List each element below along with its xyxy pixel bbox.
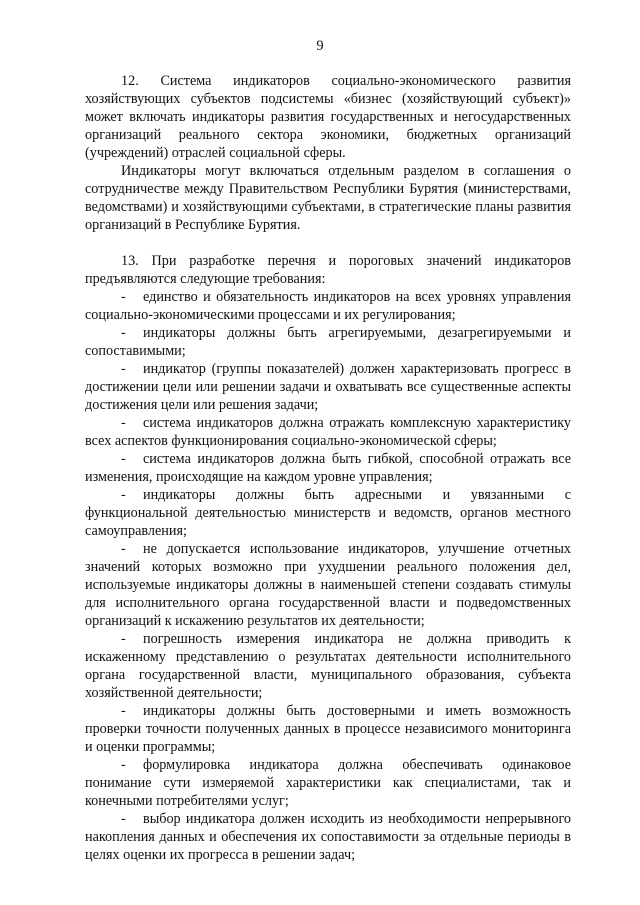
requirement-item [85, 414, 571, 450]
bullet-dash: - [121, 631, 126, 647]
page-number: 9 [316, 38, 324, 54]
paragraph-12-continuation: Индикаторы могут включаться отдельным разделом в соглашения о сотрудничестве между Правительством Республики Бурятия (министерствами, ведомствами) и хозяйствующими субъектами, в стратегические планы развития организаций в Республике Бурятия. [85, 163, 571, 233]
bullet-dash: - [121, 289, 126, 305]
requirement-item [85, 360, 571, 414]
bullet-dash: - [121, 487, 126, 503]
requirement-text: единство и обязательность индикаторов на всех уровнях управления социально-экономическими процессами и их регулирования; [85, 289, 571, 323]
bullet-dash: - [121, 757, 126, 773]
requirement-item [85, 702, 571, 756]
bullet-dash: - [121, 703, 126, 719]
requirement-text: погрешность измерения индикатора не должна приводить к искаженному представлению о результатах деятельности исполнительного органа государственной власти, муниципального образования, субъекта хозяйственной деятельности; [85, 631, 571, 701]
bullet-dash: - [121, 415, 126, 431]
paragraph-12: 12. Система индикаторов социально-экономического развития хозяйствующих субъектов подсистемы «бизнес (хозяйствующий субъект)» может включать индикаторы развития государственных и негосударственных организаций реального сектора экономики, бюджетных организаций (учреждений) отраслей социальной сферы. [85, 73, 571, 161]
requirement-text: не допускается использование индикаторов, улучшение отчетных значений которых возможно при ухудшении реального положения дел, используемые индикаторы должны в наименьшей степени создавать стимулы для исполнительного органа государственной власти и подведомственных организаций к искажению результатов их деятельности; [85, 541, 571, 629]
requirement-item [85, 288, 571, 324]
requirement-item [85, 324, 571, 360]
bullet-dash: - [121, 361, 126, 377]
bullet-dash: - [121, 541, 126, 557]
requirement-text: индикаторы должны быть достоверными и иметь возможность проверки точности полученных данных в процессе независимого мониторинга и оценки программы; [85, 703, 571, 755]
bullet-dash: - [121, 811, 126, 827]
requirement-item [85, 810, 571, 864]
paragraph-spacer [85, 234, 571, 252]
requirement-item [85, 630, 571, 702]
requirement-text: система индикаторов должна отражать комплексную характеристику всех аспектов функционирования социально-экономической сферы; [85, 415, 571, 449]
requirement-text: индикатор (группы показателей) должен характеризовать прогресс в достижении цели или решении задачи и охватывать все существенные аспекты достижения цели или решения задачи; [85, 361, 571, 413]
bullet-dash: - [121, 325, 126, 341]
requirement-text: выбор индикатора должен исходить из необходимости непрерывного накопления данных и обеспечения их сопоставимости за отдельные периоды в целях оценки их прогресса в решении задач; [85, 811, 571, 863]
requirement-text: индикаторы должны быть адресными и увязанными с функциональной деятельностью министерств и ведомств, органов местного самоуправления; [85, 487, 571, 539]
requirement-item [85, 486, 571, 540]
paragraph-13: 13. При разработке перечня и пороговых значений индикаторов предъявляются следующие требования: [85, 253, 571, 287]
requirement-text: формулировка индикатора должна обеспечивать одинаковое понимание сути измеряемой характеристики как специалистами, так и конечными потребителями услуг; [85, 757, 571, 809]
requirement-item [85, 450, 571, 486]
requirement-text: индикаторы должны быть агрегируемыми, дезагрегируемыми и сопоставимыми; [85, 325, 571, 359]
requirement-text: система индикаторов должна быть гибкой, способной отражать все изменения, происходящие на каждом уровне управления; [85, 451, 571, 485]
requirement-item [85, 756, 571, 810]
body-text [85, 72, 571, 864]
requirement-item [85, 540, 571, 630]
bullet-dash: - [121, 451, 126, 467]
